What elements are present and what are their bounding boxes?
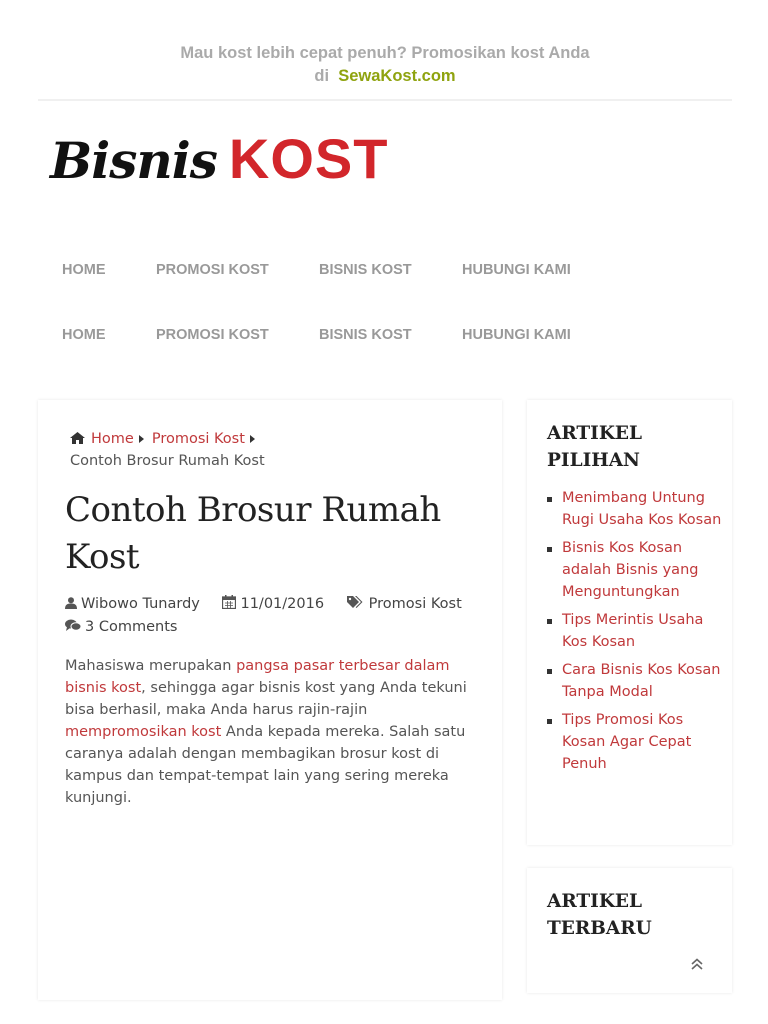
list-item	[547, 709, 722, 775]
promo-text-prefix: di	[314, 67, 330, 85]
primary-nav	[38, 256, 732, 286]
home-icon	[70, 429, 85, 441]
site-logo[interactable]	[50, 126, 388, 196]
featured-article-link[interactable]: Menimbang Untung Rugi Usaha Kos Kosan	[562, 490, 722, 528]
promo-divider	[38, 99, 732, 101]
sidebar-featured	[527, 400, 732, 845]
featured-article-link[interactable]: Bisnis Kos Kosan adalah Bisnis yang Menguntungkan	[562, 540, 699, 600]
list-item	[547, 487, 722, 531]
calendar-icon	[222, 594, 236, 616]
promo-banner	[40, 42, 730, 88]
nav-promosi-kost[interactable]: PROMOSI KOST	[156, 262, 269, 278]
sidebar-featured-title: ARTIKEL PILIHAN	[547, 423, 643, 471]
caret-right-icon	[139, 435, 144, 443]
double-chevron-up-icon[interactable]	[690, 956, 704, 970]
caret-right-icon	[250, 435, 255, 443]
tags-icon	[347, 594, 365, 616]
nav-home[interactable]: HOME	[62, 262, 106, 278]
featured-list	[547, 487, 722, 781]
nav-bisnis-kost[interactable]: BISNIS KOST	[319, 262, 412, 278]
breadcrumb-category[interactable]: Promosi Kost	[151, 431, 245, 447]
nav-home[interactable]: HOME	[62, 327, 106, 343]
featured-article-link[interactable]: Tips Merintis Usaha Kos Kosan	[562, 612, 704, 650]
nav-hubungi-kami[interactable]: HUBUNGI KAMI	[462, 327, 571, 343]
post-category[interactable]: Promosi Kost	[368, 596, 462, 612]
logo-part-kost: KOST	[228, 127, 389, 190]
logo-part-bisnis: Bisnis	[50, 131, 217, 190]
user-icon	[65, 594, 77, 616]
sidebar-latest-title: ARTIKEL TERBARU	[547, 891, 652, 939]
breadcrumb-home[interactable]: Home	[91, 431, 134, 447]
post-date: 11/01/2016	[240, 596, 325, 612]
list-item	[547, 537, 722, 603]
promo-text: Mau kost lebih cepat penuh? Promosikan kost Anda	[180, 44, 590, 62]
nav-hubungi-kami[interactable]: HUBUNGI KAMI	[462, 262, 571, 278]
sidebar-latest	[527, 868, 732, 993]
breadcrumb	[70, 428, 470, 472]
secondary-nav	[38, 321, 732, 351]
featured-article-link[interactable]: Tips Promosi Kos Kosan Agar Cepat Penuh	[562, 712, 692, 772]
excerpt-link-mempromosikan-kost[interactable]: mempromosikan kost	[65, 724, 222, 740]
nav-promosi-kost[interactable]: PROMOSI KOST	[156, 327, 269, 343]
post-excerpt: Mahasiswa merupakan pangsa pasar terbesar dalam bisnis kost, sehingga agar bisnis kost yang Anda tekuni bisa berhasil, maka Anda harus rajin-rajin mempromosikan kost Anda kepada mereka. Salah satu caranya adalah dengan membagikan brosur kost di kampus dan tempat-tempat lain yang sering mereka kunjungi.	[65, 658, 467, 806]
excerpt-link-pangsa-pasar[interactable]: pangsa pasar terbesar dalam bisnis kost	[65, 658, 450, 696]
list-item	[547, 609, 722, 653]
breadcrumb-current: Contoh Brosur Rumah Kost	[70, 453, 265, 469]
post-meta	[65, 593, 485, 639]
nav-bisnis-kost[interactable]: BISNIS KOST	[319, 327, 412, 343]
comments-icon	[65, 617, 81, 639]
post-title: Contoh Brosur Rumah Kost	[65, 490, 441, 577]
featured-article-link[interactable]: Cara Bisnis Kos Kosan Tanpa Modal	[562, 662, 721, 700]
promo-link[interactable]: SewaKost.com	[338, 67, 456, 85]
post-comments-link[interactable]: 3 Comments	[85, 619, 178, 635]
post-author[interactable]: Wibowo Tunardy	[81, 596, 200, 612]
list-item	[547, 659, 722, 703]
